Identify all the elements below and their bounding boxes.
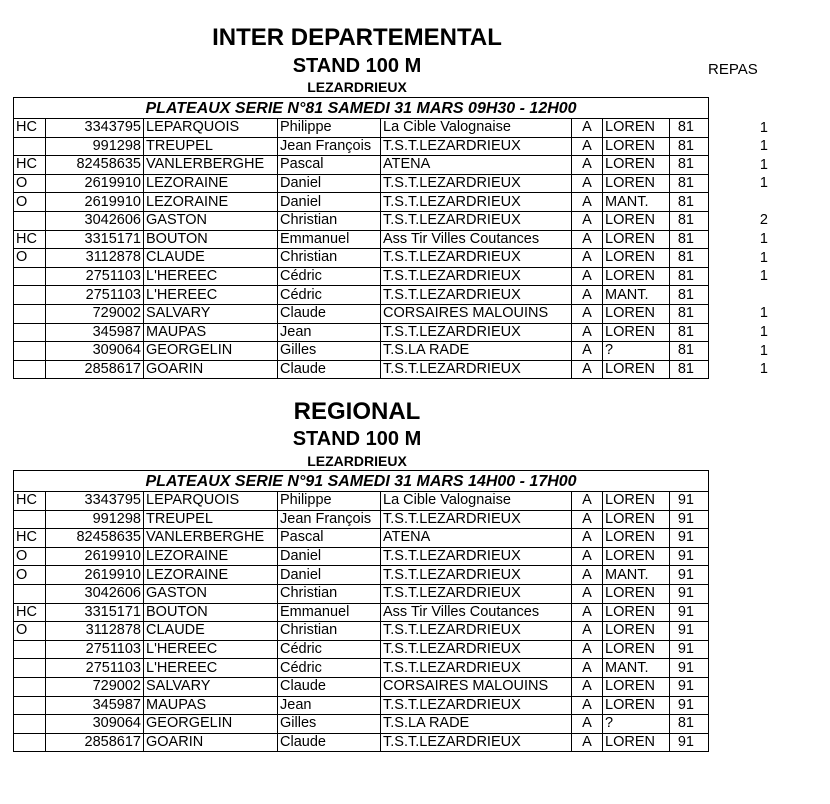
cell-licence: 3112878 — [46, 249, 144, 268]
cell-serie: 91 — [670, 492, 709, 511]
section2-location: LEZARDRIEUX — [307, 453, 407, 469]
repas-value — [748, 193, 768, 212]
cell-weapon: LOREN — [603, 584, 670, 603]
cell-category — [14, 323, 46, 342]
cell-firstname: Philippe — [278, 119, 381, 138]
cell-surname: LEZORAINE — [144, 193, 278, 212]
cell-serie: 81 — [670, 249, 709, 268]
cell-category — [14, 696, 46, 715]
table-row — [14, 323, 709, 342]
cell-firstname: Claude — [278, 360, 381, 379]
cell-category: HC — [14, 603, 46, 622]
cell-weapon: LOREN — [603, 174, 670, 193]
cell-firstname: Daniel — [278, 566, 381, 585]
cell-club: ATENA — [381, 156, 572, 175]
cell-category — [14, 510, 46, 529]
cell-club: La Cible Valognaise — [381, 119, 572, 138]
cell-serie: 81 — [670, 156, 709, 175]
cell-club: T.S.LA RADE — [381, 342, 572, 361]
cell-licence: 2751103 — [46, 659, 144, 678]
cell-category: O — [14, 193, 46, 212]
cell-club: T.S.T.LEZARDRIEUX — [381, 696, 572, 715]
cell-licence: 3343795 — [46, 492, 144, 511]
section2-header: PLATEAUX SERIE N°91 SAMEDI 31 MARS 14H00 - 17H00 — [14, 471, 709, 492]
cell-serie: 91 — [670, 640, 709, 659]
cell-surname: GOARIN — [144, 733, 278, 752]
cell-licence: 3315171 — [46, 603, 144, 622]
cell-weapon: LOREN — [603, 733, 670, 752]
cell-club: T.S.T.LEZARDRIEUX — [381, 174, 572, 193]
cell-club: CORSAIRES MALOUINS — [381, 677, 572, 696]
cell-serie: 81 — [670, 267, 709, 286]
cell-firstname: Claude — [278, 304, 381, 323]
repas-value: 1 — [759, 156, 768, 173]
cell-surname: VANLERBERGHE — [144, 529, 278, 548]
cell-serie: 81 — [670, 323, 709, 342]
repas-label: REPAS — [708, 61, 758, 78]
cell-category — [14, 360, 46, 379]
cell-class: A — [572, 286, 603, 305]
cell-class: A — [572, 323, 603, 342]
cell-weapon: LOREN — [603, 622, 670, 641]
cell-surname: CLAUDE — [144, 249, 278, 268]
cell-club: T.S.T.LEZARDRIEUX — [381, 622, 572, 641]
cell-category: O — [14, 174, 46, 193]
table-row — [14, 193, 709, 212]
repas-value: 1 — [759, 119, 768, 136]
cell-licence: 345987 — [46, 323, 144, 342]
table-row — [14, 677, 709, 696]
cell-firstname: Jean François — [278, 137, 381, 156]
table-row — [14, 566, 709, 585]
cell-category: HC — [14, 492, 46, 511]
table-row — [14, 547, 709, 566]
repas-value: 1 — [759, 138, 768, 155]
cell-weapon: LOREN — [603, 119, 670, 138]
section2-title: REGIONAL — [293, 398, 421, 425]
cell-club: T.S.T.LEZARDRIEUX — [381, 566, 572, 585]
cell-licence: 2858617 — [46, 733, 144, 752]
table-row — [14, 510, 709, 529]
repas-value: 1 — [759, 268, 768, 285]
cell-weapon: LOREN — [603, 492, 670, 511]
cell-club: T.S.T.LEZARDRIEUX — [381, 137, 572, 156]
cell-club: T.S.T.LEZARDRIEUX — [381, 733, 572, 752]
section2-subtitle: STAND 100 M — [292, 428, 422, 450]
cell-serie: 81 — [670, 193, 709, 212]
table-row — [14, 119, 709, 138]
cell-licence: 2619910 — [46, 174, 144, 193]
cell-class: A — [572, 342, 603, 361]
cell-category — [14, 304, 46, 323]
cell-licence: 991298 — [46, 510, 144, 529]
cell-club: T.S.T.LEZARDRIEUX — [381, 267, 572, 286]
section1-location: LEZARDRIEUX — [307, 79, 407, 95]
cell-serie: 81 — [670, 119, 709, 138]
table-row — [14, 249, 709, 268]
table-row — [14, 174, 709, 193]
cell-club: T.S.T.LEZARDRIEUX — [381, 249, 572, 268]
cell-firstname: Cédric — [278, 286, 381, 305]
cell-surname: BOUTON — [144, 603, 278, 622]
repas-value: 1 — [759, 342, 768, 359]
cell-licence: 3112878 — [46, 622, 144, 641]
table-row — [14, 230, 709, 249]
cell-club: Ass Tir Villes Coutances — [381, 230, 572, 249]
cell-category — [14, 715, 46, 734]
cell-surname: GASTON — [144, 211, 278, 230]
cell-club: ATENA — [381, 529, 572, 548]
cell-firstname: Christian — [278, 622, 381, 641]
cell-firstname: Christian — [278, 249, 381, 268]
cell-category — [14, 584, 46, 603]
table-row — [14, 622, 709, 641]
cell-serie: 91 — [670, 529, 709, 548]
cell-surname: GOARIN — [144, 360, 278, 379]
cell-serie: 81 — [670, 230, 709, 249]
cell-serie: 91 — [670, 622, 709, 641]
cell-firstname: Jean — [278, 696, 381, 715]
cell-licence: 729002 — [46, 304, 144, 323]
cell-club: T.S.T.LEZARDRIEUX — [381, 286, 572, 305]
cell-serie: 81 — [670, 342, 709, 361]
cell-serie: 81 — [670, 211, 709, 230]
cell-club: La Cible Valognaise — [381, 492, 572, 511]
cell-club: T.S.LA RADE — [381, 715, 572, 734]
cell-firstname: Emmanuel — [278, 230, 381, 249]
cell-class: A — [572, 715, 603, 734]
cell-firstname: Christian — [278, 584, 381, 603]
repas-value: 1 — [759, 231, 768, 248]
cell-firstname: Cédric — [278, 267, 381, 286]
cell-serie: 91 — [670, 584, 709, 603]
table-row — [14, 360, 709, 379]
cell-category — [14, 659, 46, 678]
table-row — [14, 733, 709, 752]
cell-weapon: LOREN — [603, 510, 670, 529]
cell-weapon: ? — [603, 715, 670, 734]
cell-surname: MAUPAS — [144, 696, 278, 715]
table-row — [14, 584, 709, 603]
cell-serie: 81 — [670, 360, 709, 379]
cell-category: O — [14, 249, 46, 268]
cell-firstname: Claude — [278, 733, 381, 752]
cell-class: A — [572, 603, 603, 622]
cell-licence: 729002 — [46, 677, 144, 696]
cell-class: A — [572, 360, 603, 379]
cell-weapon: LOREN — [603, 267, 670, 286]
cell-licence: 3042606 — [46, 211, 144, 230]
cell-class: A — [572, 547, 603, 566]
cell-class: A — [572, 137, 603, 156]
cell-class: A — [572, 156, 603, 175]
cell-serie: 81 — [670, 304, 709, 323]
cell-weapon: LOREN — [603, 677, 670, 696]
cell-weapon: LOREN — [603, 547, 670, 566]
cell-class: A — [572, 659, 603, 678]
section1-title: INTER DEPARTEMENTAL — [212, 24, 502, 51]
cell-club: T.S.T.LEZARDRIEUX — [381, 323, 572, 342]
cell-category — [14, 640, 46, 659]
cell-surname: GASTON — [144, 584, 278, 603]
cell-licence: 2751103 — [46, 640, 144, 659]
table-row — [14, 640, 709, 659]
cell-serie: 81 — [670, 174, 709, 193]
cell-class: A — [572, 230, 603, 249]
cell-club: T.S.T.LEZARDRIEUX — [381, 510, 572, 529]
cell-weapon: LOREN — [603, 640, 670, 659]
cell-firstname: Gilles — [278, 342, 381, 361]
cell-firstname: Christian — [278, 211, 381, 230]
cell-serie: 91 — [670, 566, 709, 585]
section1-table — [13, 97, 709, 379]
cell-class: A — [572, 510, 603, 529]
repas-column — [748, 119, 768, 379]
cell-licence: 2858617 — [46, 360, 144, 379]
table-row — [14, 342, 709, 361]
table-row — [14, 267, 709, 286]
cell-surname: GEORGELIN — [144, 715, 278, 734]
cell-licence: 309064 — [46, 342, 144, 361]
table-row — [14, 492, 709, 511]
cell-club: T.S.T.LEZARDRIEUX — [381, 193, 572, 212]
cell-class: A — [572, 119, 603, 138]
table-row — [14, 529, 709, 548]
cell-class: A — [572, 304, 603, 323]
cell-firstname: Jean François — [278, 510, 381, 529]
cell-serie: 81 — [670, 715, 709, 734]
cell-category: HC — [14, 230, 46, 249]
cell-firstname: Daniel — [278, 547, 381, 566]
cell-serie: 91 — [670, 733, 709, 752]
repas-value: 1 — [759, 361, 768, 378]
repas-value: 2 — [759, 212, 768, 229]
cell-firstname: Claude — [278, 677, 381, 696]
cell-firstname: Pascal — [278, 529, 381, 548]
cell-class: A — [572, 529, 603, 548]
table-row — [14, 156, 709, 175]
cell-licence: 82458635 — [46, 529, 144, 548]
cell-weapon: MANT. — [603, 566, 670, 585]
cell-weapon: MANT. — [603, 286, 670, 305]
cell-category: O — [14, 547, 46, 566]
cell-serie: 91 — [670, 659, 709, 678]
cell-category — [14, 286, 46, 305]
cell-weapon: LOREN — [603, 156, 670, 175]
cell-weapon: LOREN — [603, 137, 670, 156]
cell-surname: L'HEREEC — [144, 286, 278, 305]
repas-value: 1 — [759, 324, 768, 341]
cell-firstname: Jean — [278, 323, 381, 342]
cell-club: T.S.T.LEZARDRIEUX — [381, 360, 572, 379]
cell-surname: SALVARY — [144, 304, 278, 323]
cell-licence: 2619910 — [46, 547, 144, 566]
cell-class: A — [572, 249, 603, 268]
table-row — [14, 715, 709, 734]
cell-firstname: Cédric — [278, 640, 381, 659]
cell-category — [14, 267, 46, 286]
cell-firstname: Emmanuel — [278, 603, 381, 622]
cell-club: T.S.T.LEZARDRIEUX — [381, 211, 572, 230]
cell-weapon: LOREN — [603, 360, 670, 379]
cell-serie: 91 — [670, 603, 709, 622]
cell-class: A — [572, 267, 603, 286]
table-row — [14, 304, 709, 323]
cell-surname: CLAUDE — [144, 622, 278, 641]
cell-licence: 3315171 — [46, 230, 144, 249]
cell-weapon: LOREN — [603, 230, 670, 249]
cell-surname: LEPARQUOIS — [144, 492, 278, 511]
table-row — [14, 211, 709, 230]
cell-serie: 91 — [670, 677, 709, 696]
table-row — [14, 659, 709, 678]
cell-class: A — [572, 174, 603, 193]
cell-category — [14, 733, 46, 752]
cell-weapon: LOREN — [603, 211, 670, 230]
cell-licence: 3343795 — [46, 119, 144, 138]
cell-weapon: ? — [603, 342, 670, 361]
cell-licence: 82458635 — [46, 156, 144, 175]
cell-weapon: LOREN — [603, 323, 670, 342]
cell-surname: L'HEREEC — [144, 267, 278, 286]
cell-category — [14, 137, 46, 156]
cell-category: O — [14, 566, 46, 585]
cell-class: A — [572, 733, 603, 752]
cell-surname: TREUPEL — [144, 137, 278, 156]
cell-firstname: Gilles — [278, 715, 381, 734]
cell-serie: 81 — [670, 137, 709, 156]
cell-category — [14, 342, 46, 361]
cell-weapon: MANT. — [603, 659, 670, 678]
cell-surname: LEZORAINE — [144, 566, 278, 585]
cell-surname: L'HEREEC — [144, 659, 278, 678]
cell-firstname: Pascal — [278, 156, 381, 175]
cell-category: HC — [14, 119, 46, 138]
cell-licence: 2751103 — [46, 267, 144, 286]
section1-subtitle: STAND 100 M — [292, 55, 422, 77]
cell-surname: GEORGELIN — [144, 342, 278, 361]
cell-club: T.S.T.LEZARDRIEUX — [381, 547, 572, 566]
cell-category — [14, 211, 46, 230]
cell-class: A — [572, 566, 603, 585]
cell-licence: 3042606 — [46, 584, 144, 603]
cell-category — [14, 677, 46, 696]
cell-serie: 91 — [670, 510, 709, 529]
table-row — [14, 286, 709, 305]
cell-club: T.S.T.LEZARDRIEUX — [381, 584, 572, 603]
cell-weapon: LOREN — [603, 696, 670, 715]
cell-licence: 991298 — [46, 137, 144, 156]
cell-surname: LEZORAINE — [144, 174, 278, 193]
cell-serie: 91 — [670, 547, 709, 566]
cell-surname: VANLERBERGHE — [144, 156, 278, 175]
cell-firstname: Daniel — [278, 174, 381, 193]
cell-licence: 2619910 — [46, 193, 144, 212]
repas-value — [748, 286, 768, 305]
cell-firstname: Cédric — [278, 659, 381, 678]
cell-club: T.S.T.LEZARDRIEUX — [381, 659, 572, 678]
cell-weapon: LOREN — [603, 603, 670, 622]
repas-value: 1 — [759, 249, 768, 266]
cell-licence: 2619910 — [46, 566, 144, 585]
repas-value: 1 — [759, 305, 768, 322]
cell-firstname: Philippe — [278, 492, 381, 511]
cell-licence: 345987 — [46, 696, 144, 715]
cell-class: A — [572, 622, 603, 641]
cell-class: A — [572, 193, 603, 212]
cell-club: CORSAIRES MALOUINS — [381, 304, 572, 323]
cell-class: A — [572, 584, 603, 603]
cell-class: A — [572, 677, 603, 696]
section1-header: PLATEAUX SERIE N°81 SAMEDI 31 MARS 09H30 - 12H00 — [14, 98, 709, 119]
cell-category: HC — [14, 156, 46, 175]
table-row — [14, 137, 709, 156]
cell-class: A — [572, 211, 603, 230]
cell-licence: 309064 — [46, 715, 144, 734]
cell-surname: BOUTON — [144, 230, 278, 249]
cell-weapon: MANT. — [603, 193, 670, 212]
table-row — [14, 603, 709, 622]
cell-club: Ass Tir Villes Coutances — [381, 603, 572, 622]
cell-serie: 91 — [670, 696, 709, 715]
cell-weapon: LOREN — [603, 529, 670, 548]
cell-surname: LEZORAINE — [144, 547, 278, 566]
cell-class: A — [572, 640, 603, 659]
section2-table — [13, 470, 709, 752]
cell-weapon: LOREN — [603, 304, 670, 323]
cell-weapon: LOREN — [603, 249, 670, 268]
repas-value: 1 — [759, 175, 768, 192]
cell-surname: TREUPEL — [144, 510, 278, 529]
cell-surname: LEPARQUOIS — [144, 119, 278, 138]
cell-surname: L'HEREEC — [144, 640, 278, 659]
cell-surname: MAUPAS — [144, 323, 278, 342]
cell-serie: 81 — [670, 286, 709, 305]
cell-class: A — [572, 696, 603, 715]
cell-category: O — [14, 622, 46, 641]
cell-class: A — [572, 492, 603, 511]
cell-category: HC — [14, 529, 46, 548]
cell-firstname: Daniel — [278, 193, 381, 212]
cell-licence: 2751103 — [46, 286, 144, 305]
table-row — [14, 696, 709, 715]
cell-surname: SALVARY — [144, 677, 278, 696]
cell-club: T.S.T.LEZARDRIEUX — [381, 640, 572, 659]
